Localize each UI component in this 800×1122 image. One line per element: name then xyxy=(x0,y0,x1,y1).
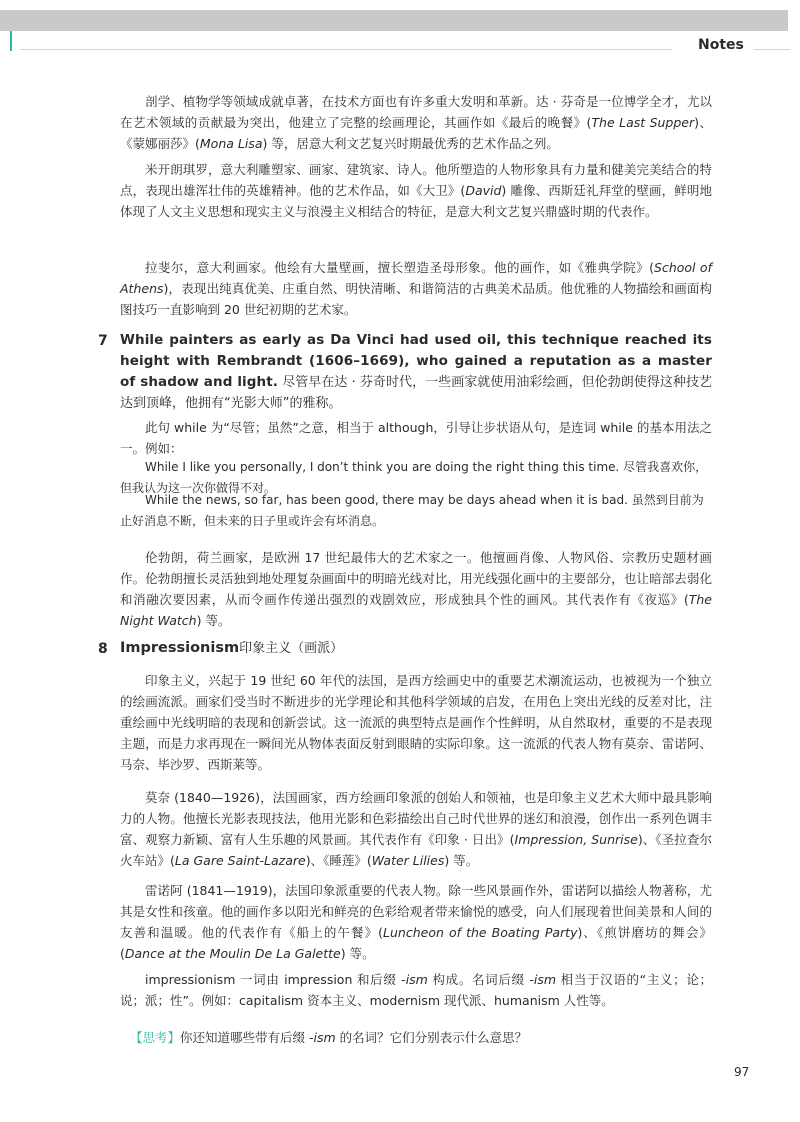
section-number-8: 8 xyxy=(98,641,108,657)
paragraph-raphael: 拉斐尔，意大利画家。他绘有大量壁画，擅长塑造圣母形象。他的画作，如《雅典学院》(School of Athens)，表现出纯真优美、庄重自然、明快清晰、和谐简洁的古典美术品质。他优雅的人物描绘和画面构图技巧一直影响到 20 世纪初期的艺术家。 xyxy=(120,260,712,317)
section-7-grammar-note: 此句 while 为“尽管；虽然”之意，相当于 although，引导让步状语从句，是连词 while 的基本用法之一。例如： xyxy=(120,420,712,456)
paragraph-michelangelo: 米开朗琪罗，意大利雕塑家、画家、建筑家、诗人。他所塑造的人物形象具有力量和健美完美结合的特点，表现出雄浑壮伟的英雄精神。他的艺术作品，如《大卫》(David) 雕像、西斯廷礼拜堂的壁画，鲜明地体现了人文主义思想和现实主义与浪漫主义相结合的特征，是意大利文艺复兴鼎盛时期的代表作。 xyxy=(120,162,712,219)
paragraph-monet: 莫奈 (1840—1926)，法国画家，西方绘画印象派的创始人和领袖，也是印象主义艺术大师中最具影响力的人物。他擅长光影表现技法，他用光影和色彩描绘出自己时代世界的迷幻和浪漫，创作出一系列色调丰富、观察力新颖、富有人生乐趣的风景画。其代表作有《印象 · 日出》(Impression, Sunrise)、《圣拉查尔火车站》(La Gare Saint-Lazare)、《睡莲》(Water Lilies) 等。 xyxy=(120,790,712,868)
example-sentence-2: While the news, so far, has been good, there may be days ahead when it is bad. 虽然到目前为止好消息不断，但未来的日子里或许会有坏消息。 xyxy=(120,493,704,528)
margin-accent xyxy=(10,31,12,51)
paragraph-da-vinci: 剖学、植物学等领域成就卓著，在技术方面也有许多重大发明和革新。达 · 芬奇是一位博学全才，尤以在艺术领域的贡献最为突出，他建立了完整的绘画理论，其画作如《最后的晚餐》(The Last Supper)、《蒙娜丽莎》(Mona Lisa) 等，居意大利文艺复兴时期最优秀的艺术作品之列。 xyxy=(120,94,712,151)
header-bar xyxy=(0,10,788,31)
page-number: 97 xyxy=(734,1065,750,1079)
header-rule-right xyxy=(754,49,790,50)
think-tag: 【思考】 xyxy=(130,1030,181,1045)
think-question: 【思考】你还知道哪些带有后缀 -ism 的名词？它们分别表示什么意思？ xyxy=(130,1030,528,1045)
paragraph-renoir: 雷诺阿 (1841—1919)，法国印象派重要的代表人物。除一些风景画作外，雷诺阿以描绘人物著称，尤其是女性和孩童。他的画作多以阳光和鲜亮的色彩给观者带来愉悦的感受，向人们展现着世间美景和人间的友善和温暖。他的代表作有《船上的午餐》(Luncheon of the Boating Party)、《煎饼磨坊的舞会》(Dance at the Moulin De La Galette) 等。 xyxy=(120,883,712,961)
section-number-7: 7 xyxy=(98,333,108,349)
paragraph-rembrandt: 伦勃朗，荷兰画家，是欧洲 17 世纪最伟大的艺术家之一。他擅画肖像、人物风俗、宗教历史题材画作。伦勃朗擅长灵活独到地处理复杂画面中的明暗光线对比，用光线强化画中的主要部分，也让暗部去弱化和消融次要因素，从而令画作传递出强烈的戏剧效应，形成独具个性的画风。其代表作有《夜巡》(The Night Watch) 等。 xyxy=(120,550,712,628)
header-rule-left xyxy=(20,49,672,50)
example-sentence-1: While I like you personally, I don’t think you are doing the right thing this time. 尽管我喜欢你，但我认为这一次你做得不对。 xyxy=(120,460,708,495)
paragraph-ism-suffix: impressionism 一词由 impression 和后缀 -ism 构成。名词后缀 -ism 相当于汉语的“主义；论；说；派；性”。例如：capitalism 资本主义、modernism 现代派、humanism 人性等。 xyxy=(120,972,712,1008)
paragraph-impressionism: 印象主义，兴起于 19 世纪 60 年代的法国，是西方绘画史中的重要艺术潮流运动，也被视为一个独立的绘画流派。画家们受当时不断进步的光学理论和其他科学领域的启发，在用色上突出光线的反差对比，注重绘画中光线明暗的表现和创新尝试。这一流派的典型特点是画作个性鲜明，从自然取材，重要的不是表现主题，而是力求再现在一瞬间光从物体表面反射到眼睛的实际印象。这一流派的代表人物有莫奈、雷诺阿、马奈、毕沙罗、西斯莱等。 xyxy=(120,673,712,772)
section-8-heading: Impressionism印象主义（画派） xyxy=(120,640,344,656)
section-7-heading: While painters as early as Da Vinci had used oil, this technique reached its height with Rembrandt (1606–1669), who gained a reputation as a master of shadow and light. 尽管早在达 · 芬奇时代，一些画家就使用油彩绘画，但伦勃朗使得这种技艺达到顶峰，他拥有“光影大师”的雅称。 xyxy=(120,332,712,411)
notes-label: Notes xyxy=(698,37,744,53)
